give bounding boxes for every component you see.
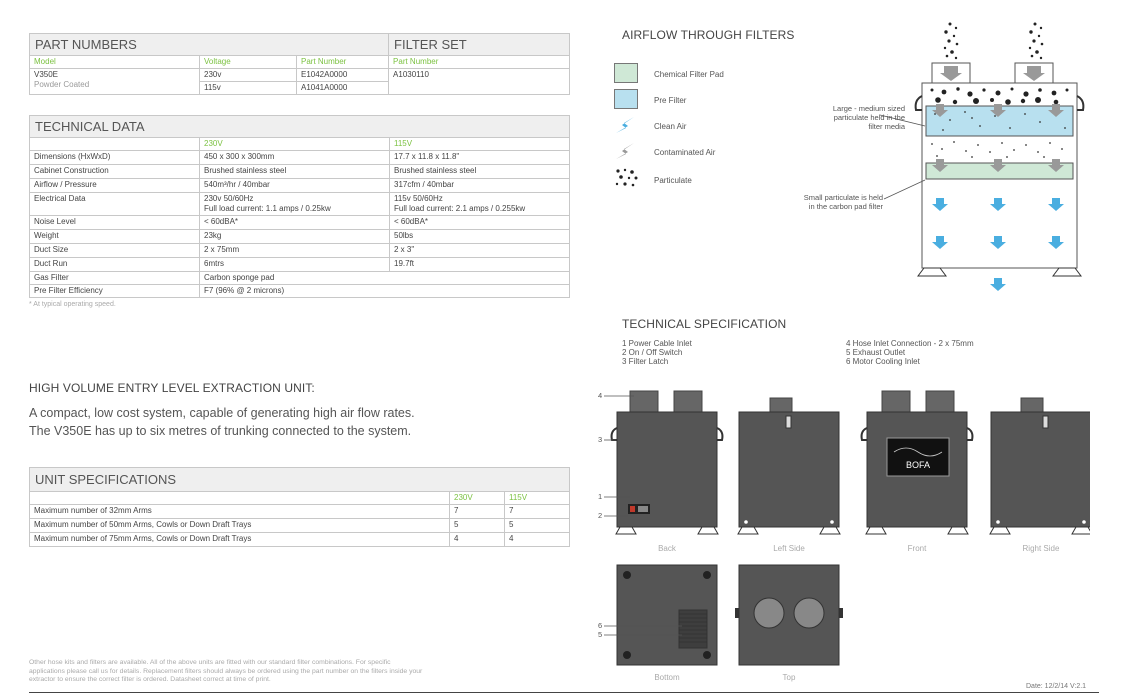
row-label: Maximum number of 75mm Arms, Cowls or Down Draft Trays xyxy=(30,533,450,547)
intro-line-1: A compact, low cost system, capable of generating high air flow rates. xyxy=(29,406,415,420)
particulate-icon xyxy=(614,167,640,189)
row-label: Cabinet Construction xyxy=(30,165,200,179)
intro-line-2: The V350E has up to six metres of trunking connected to the system. xyxy=(29,424,412,438)
row-value-230: 450 x 300 x 300mm xyxy=(200,151,390,165)
row-value-230: < 60dBA* xyxy=(200,216,390,230)
callout-number-5: 5 xyxy=(598,630,603,639)
callout-number-6: 6 xyxy=(598,621,603,630)
filter-set-title: FILTER SET xyxy=(389,34,570,56)
row-value-230: 540m³/hr / 40mbar xyxy=(200,179,390,193)
row-label: Pre Filter Efficiency xyxy=(30,285,200,298)
chemical-pad-swatch xyxy=(614,63,638,83)
technical-data-title: TECHNICAL DATA xyxy=(30,116,570,138)
row-value-115: 5 xyxy=(505,519,570,533)
front-view xyxy=(862,391,973,534)
legend-clean-air: Clean Air xyxy=(654,122,687,131)
callout-line: Large - medium sized xyxy=(832,104,905,113)
intro-heading: HIGH VOLUME ENTRY LEVEL EXTRACTION UNIT: xyxy=(29,381,315,395)
callout-line: filter media xyxy=(868,122,905,131)
col-header-230v: 230V xyxy=(450,492,505,505)
right-side-view xyxy=(990,398,1090,534)
legend-chemical-pad: Chemical Filter Pad xyxy=(654,70,724,79)
footer-line: applications please call us for details. Replacement filters should always be ordered using the part number on the filters inside your xyxy=(29,667,423,675)
row-label: Maximum number of 32mm Arms xyxy=(30,505,450,519)
footer-line: Other hose kits and filters are available. All of the above units are fitted with our standard filter combinations. For specific xyxy=(29,659,391,666)
row-label: Weight xyxy=(30,230,200,244)
row-value-115: 2 x 3" xyxy=(390,244,570,258)
model-name: V350E xyxy=(34,70,59,79)
unit-views xyxy=(590,390,1090,690)
row-value-115: 7 xyxy=(505,505,570,519)
part-numbers-table xyxy=(29,33,570,95)
row-value-115: < 60dBA* xyxy=(390,216,570,230)
col-header-115v: 115V xyxy=(390,138,570,151)
value-line: 115v 50/60Hz xyxy=(394,194,443,203)
view-label-front: Front xyxy=(907,544,927,553)
model-finish: Powder Coated xyxy=(34,80,90,89)
footer-date: Date: 12/2/14 V:2.1 xyxy=(1026,683,1087,690)
part-number-cell: E1042A0000 xyxy=(297,69,389,82)
clean-air-arrow-icon xyxy=(614,115,638,135)
row-value-230: 2 x 75mm xyxy=(200,244,390,258)
footer-note xyxy=(29,659,422,685)
legend-contaminated-air: Contaminated Air xyxy=(654,148,716,157)
footer-line: extractor to ensure the correct filter is ordered. Datasheet correct at time of print. xyxy=(29,676,271,683)
callout-number-1: 1 xyxy=(598,492,603,501)
spec-item: 2 On / Off Switch xyxy=(622,348,683,357)
row-value-230: Brushed stainless steel xyxy=(200,165,390,179)
row-label: Dimensions (HxWxD) xyxy=(30,151,200,165)
voltage-cell: 230v xyxy=(200,69,297,82)
callout-small-particulate xyxy=(765,193,883,211)
row-label: Maximum number of 50mm Arms, Cowls or Down Draft Trays xyxy=(30,519,450,533)
spec-item: 3 Filter Latch xyxy=(622,357,669,366)
legend-particulate: Particulate xyxy=(654,176,692,185)
contaminated-air-arrow-icon xyxy=(614,141,638,161)
blank-header-cell xyxy=(30,138,200,151)
row-value-115: 19.7ft xyxy=(390,258,570,272)
footer-rule xyxy=(29,692,1099,693)
spec-item: 5 Exhaust Outlet xyxy=(846,348,906,357)
blank-header-cell xyxy=(30,492,450,505)
row-value-prefilter: F7 (96% @ 2 microns) xyxy=(200,285,570,298)
spec-list-left xyxy=(622,339,692,366)
spec-item: 6 Motor Cooling Inlet xyxy=(846,357,920,366)
callout-number-3: 3 xyxy=(598,435,603,444)
col-header-filter-part-number: Part Number xyxy=(389,56,570,69)
callout-number-2: 2 xyxy=(598,511,603,520)
row-label: Duct Run xyxy=(30,258,200,272)
callout-leader-lines xyxy=(880,112,950,212)
callout-number-4: 4 xyxy=(598,391,603,400)
voltage-cell: 115v xyxy=(200,82,297,95)
row-label: Duct Size xyxy=(30,244,200,258)
top-view xyxy=(735,565,843,665)
col-header-230v: 230V xyxy=(200,138,390,151)
value-line: 230v 50/60Hz xyxy=(204,194,254,203)
col-header-115v: 115V xyxy=(505,492,570,505)
part-number-cell: A1041A0000 xyxy=(297,82,389,95)
unit-specs-title: UNIT SPECIFICATIONS xyxy=(30,468,570,492)
row-value-gas-filter: Carbon sponge pad xyxy=(200,272,570,285)
view-label-left-side: Left Side xyxy=(773,544,805,553)
unit-specs-table xyxy=(29,467,570,547)
row-value-230 xyxy=(200,193,390,216)
legend-pre-filter: Pre Filter xyxy=(654,96,687,105)
row-label: Gas Filter xyxy=(30,272,200,285)
brand-logo: BOFA xyxy=(905,460,931,470)
callout-line: particulate held in the xyxy=(833,113,905,122)
spec-item: 1 Power Cable Inlet xyxy=(622,339,692,348)
tech-spec-title: TECHNICAL SPECIFICATION xyxy=(622,317,787,331)
row-value-115: 4 xyxy=(505,533,570,547)
callout-line: Small particulate is held xyxy=(803,193,883,202)
col-header-voltage: Voltage xyxy=(200,56,297,69)
view-label-bottom: Bottom xyxy=(654,673,680,682)
row-value-230: 5 xyxy=(450,519,505,533)
technical-data-table xyxy=(29,115,570,308)
pre-filter-swatch xyxy=(614,89,638,109)
col-header-model: Model xyxy=(30,56,200,69)
row-label: Noise Level xyxy=(30,216,200,230)
view-label-right-side: Right Side xyxy=(1022,544,1060,553)
row-value-115 xyxy=(390,193,570,216)
spec-item: 4 Hose Inlet Connection - 2 x 75mm xyxy=(846,339,974,348)
view-label-top: Top xyxy=(782,673,796,682)
bottom-view xyxy=(617,565,717,665)
col-header-part-number: Part Number xyxy=(297,56,389,69)
part-numbers-title: PART NUMBERS xyxy=(30,34,389,56)
back-view xyxy=(612,391,723,534)
value-line: Full load current: 2.1 amps / 0.255kw xyxy=(394,204,526,213)
footnote: * At typical operating speed. xyxy=(29,301,116,308)
row-value-115: 317cfm / 40mbar xyxy=(390,179,570,193)
row-value-230: 7 xyxy=(450,505,505,519)
row-value-230: 23kg xyxy=(200,230,390,244)
row-label: Electrical Data xyxy=(30,193,200,216)
callout-line: in the carbon pad filter xyxy=(808,202,883,211)
spec-list-right xyxy=(846,339,974,366)
row-value-115: Brushed stainless steel xyxy=(390,165,570,179)
row-label: Airflow / Pressure xyxy=(30,179,200,193)
value-line: Full load current: 1.1 amps / 0.25kw xyxy=(204,204,331,213)
left-side-view xyxy=(738,398,840,534)
row-value-115: 50lbs xyxy=(390,230,570,244)
view-label-back: Back xyxy=(658,544,676,553)
row-value-230: 4 xyxy=(450,533,505,547)
filter-part-cell: A1030110 xyxy=(389,69,570,95)
airflow-title: AIRFLOW THROUGH FILTERS xyxy=(622,28,795,42)
row-value-115: 17.7 x 11.8 x 11.8" xyxy=(390,151,570,165)
row-value-230: 6mtrs xyxy=(200,258,390,272)
model-cell xyxy=(30,69,200,95)
